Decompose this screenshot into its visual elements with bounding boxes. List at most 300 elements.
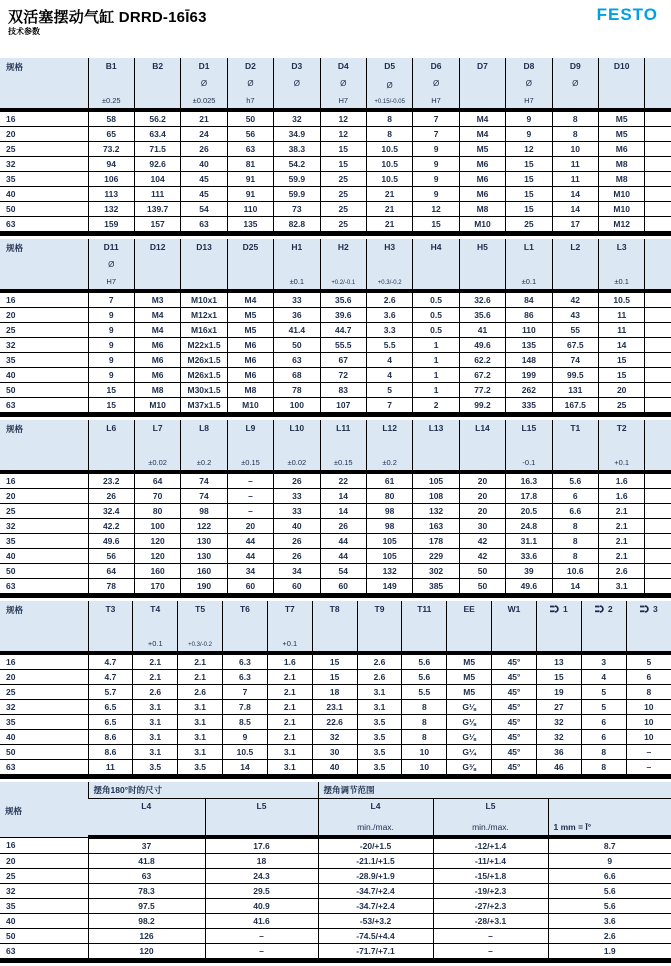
column-header-filler (645, 58, 671, 110)
cell: 59.9 (274, 172, 320, 187)
cell: 50 (459, 579, 505, 596)
dimensions-table-4-container (0, 601, 671, 779)
cell-filler (645, 368, 671, 383)
column-header-B2 (134, 58, 180, 110)
column-header-D13 (181, 239, 227, 291)
cell: 19 (536, 685, 581, 700)
cell: 34.9 (274, 127, 320, 142)
tolerance-label: ±0.25 (101, 96, 121, 105)
cell: 50 (459, 564, 505, 579)
cell: 82.8 (274, 217, 320, 234)
dimensions-table-3 (0, 420, 671, 598)
cell: 7 (413, 127, 459, 142)
row-size-label: 16 (6, 114, 16, 124)
row-size-label: 32 (0, 884, 88, 899)
cell: 10.5 (598, 291, 644, 308)
cell: 33 (274, 489, 320, 504)
row-size-label: 50 (0, 929, 88, 944)
column-name: D1 (198, 61, 210, 71)
diameter-symbol (296, 260, 298, 269)
column-header-T4 (133, 601, 178, 653)
cell: 3.1 (178, 700, 223, 715)
row-size-label: 32 (0, 157, 88, 172)
cell: 262 (506, 383, 552, 398)
cell: 20 (459, 489, 505, 504)
row-size-label: 25 (0, 323, 88, 338)
diameter-symbol (296, 441, 298, 450)
festo-logo: FESTO (596, 5, 658, 24)
cell: 30 (312, 745, 357, 760)
cell: 14 (223, 760, 268, 777)
cell: 6.5 (88, 715, 133, 730)
cell: 148 (506, 353, 552, 368)
row-size-label: 35 (0, 534, 88, 549)
cell: 6 (581, 715, 626, 730)
cell: 50 (227, 110, 273, 127)
row-size-label: 63 (0, 398, 88, 415)
column-name: 规格 (6, 243, 24, 253)
column-name: L1 (523, 242, 534, 252)
diameter-symbol (6, 80, 8, 89)
table-row (0, 854, 671, 869)
cell: 40.9 (205, 899, 318, 914)
cell: – (205, 929, 318, 944)
row-size-label: 63 (0, 760, 88, 777)
cell: M8 (227, 383, 273, 398)
table-row (0, 534, 671, 549)
cell: 135 (506, 338, 552, 353)
row-size-label: 32 (0, 700, 88, 715)
table-row (0, 884, 671, 899)
cell: 98 (181, 504, 227, 519)
cell: 43 (552, 308, 598, 323)
wrench-icon (640, 605, 651, 613)
cell-filler (645, 127, 671, 142)
table-row (0, 489, 671, 504)
cell: 139.7 (134, 202, 180, 217)
cell: 2.6 (357, 670, 402, 685)
cell: 3 (581, 653, 626, 670)
cell: 44 (320, 549, 366, 564)
cell: 41.8 (88, 854, 205, 869)
column-name: W1 (507, 604, 521, 614)
cell: 71.5 (134, 142, 180, 157)
cell: 2.1 (133, 653, 178, 670)
cell: 15 (506, 202, 552, 217)
cell: 27 (536, 700, 581, 715)
cell: 9 (88, 338, 134, 353)
column-name: L11 (336, 423, 351, 433)
cell: – (626, 760, 671, 777)
table-row (0, 730, 671, 745)
column-header-1 (536, 601, 581, 653)
tolerance-label (249, 277, 251, 286)
cell: 12 (506, 142, 552, 157)
cell: 0.5 (413, 323, 459, 338)
cell: 15 (506, 157, 552, 172)
cell: 34 (227, 564, 273, 579)
cell: 17.6 (205, 837, 318, 854)
cell: 9 (88, 323, 134, 338)
cell: 45° (492, 760, 537, 777)
cell: 2.6 (357, 653, 402, 670)
tolerance-label (6, 639, 8, 648)
cell: M22x1.5 (181, 338, 227, 353)
cell: 14 (552, 202, 598, 217)
column-name: H5 (477, 242, 488, 252)
tolerance-label (481, 277, 483, 286)
dimensions-table-4 (0, 601, 671, 779)
cell: 37 (88, 837, 205, 854)
cell: 170 (134, 579, 180, 596)
tolerance-label (203, 277, 205, 286)
diameter-symbol (513, 622, 515, 631)
cell: M10x1 (181, 291, 227, 308)
row-size-label: 16 (6, 295, 16, 305)
cell: M6 (134, 368, 180, 383)
cell: 44 (227, 549, 273, 564)
cell: 45° (492, 730, 537, 745)
cell: 5 (581, 685, 626, 700)
cell: 1 (413, 368, 459, 383)
column-header-L1 (506, 239, 552, 291)
cell: 3.1 (133, 745, 178, 760)
tolerance-label: ±0.15 (333, 458, 353, 467)
column-name: B2 (152, 61, 164, 71)
dimensions-table-3-container (0, 420, 671, 598)
table-row (0, 187, 671, 202)
cell-filler (645, 504, 671, 519)
cell: 5.6 (548, 899, 671, 914)
cell: 41 (459, 323, 505, 338)
cell: 45° (492, 700, 537, 715)
cell: 20 (598, 383, 644, 398)
tolerance-label: ±0.02 (148, 458, 167, 467)
diameter-symbol (289, 622, 291, 631)
cell: 2.1 (178, 670, 223, 685)
table-row (0, 157, 671, 172)
column-header-H3 (366, 239, 412, 291)
cell: M6 (227, 353, 273, 368)
cell: 84 (506, 291, 552, 308)
column-name: L3 (616, 242, 627, 252)
cell: 2.6 (598, 564, 644, 579)
cell: 73.2 (88, 142, 134, 157)
table-row (0, 217, 671, 234)
cell: 8.6 (88, 745, 133, 760)
cell: 9 (413, 187, 459, 202)
cell: 10 (626, 730, 671, 745)
cell-filler (645, 323, 671, 338)
cell: 3.1 (133, 700, 178, 715)
cell-filler (645, 579, 671, 596)
cell: M10 (134, 398, 180, 415)
row-size-label: 40 (0, 549, 88, 564)
column-name: EE (463, 604, 475, 614)
diameter-symbol (621, 79, 623, 88)
title-model-code: DRRD-16Ī63 (118, 9, 207, 26)
cell: 6 (552, 489, 598, 504)
diameter-symbol (157, 260, 159, 269)
diameter-symbol (110, 79, 112, 88)
row-size-label: 20 (0, 127, 88, 142)
cell: 4 (366, 368, 412, 383)
cell: 25 (598, 398, 644, 415)
cell: 108 (413, 489, 459, 504)
cell: 99.5 (552, 368, 598, 383)
table-row (0, 685, 671, 700)
cell: M30x1.5 (181, 383, 227, 398)
column-name: D2 (245, 61, 256, 71)
diameter-symbol (574, 441, 576, 450)
cell: M5 (447, 670, 492, 685)
cell: M6 (134, 353, 180, 368)
cell: 55 (552, 323, 598, 338)
tolerance-label (648, 639, 650, 648)
group-header-2: 摆角调节范围 (318, 782, 671, 799)
cell: M4 (459, 127, 505, 142)
cell: M5 (598, 127, 644, 142)
cell: 63 (88, 869, 205, 884)
cell-filler (645, 489, 671, 504)
cell: 91 (227, 172, 273, 187)
column-header-L2 (552, 239, 598, 291)
cell: 10.5 (366, 142, 412, 157)
cell: M16x1 (181, 323, 227, 338)
cell: 42 (552, 291, 598, 308)
column-header-T3 (88, 601, 133, 653)
diameter-symbol (157, 79, 159, 88)
cell: 32 (274, 110, 320, 127)
tolerance-label (558, 639, 560, 648)
cell: 6 (626, 670, 671, 685)
cell: 67 (320, 353, 366, 368)
tolerance-label (435, 277, 437, 286)
cell: 2.6 (178, 685, 223, 700)
tolerance-label (603, 639, 605, 648)
cell: 25 (320, 187, 366, 202)
diameter-symbol (249, 441, 251, 450)
tolerance-label (574, 458, 576, 467)
cell: 14 (320, 489, 366, 504)
swivel-angle-table (0, 782, 671, 963)
cell: 2.1 (598, 549, 644, 564)
cell: 10 (402, 760, 447, 777)
cell: 14 (552, 187, 598, 202)
cell: 15 (598, 353, 644, 368)
cell: 132 (88, 202, 134, 217)
column-name: 规格 (6, 424, 24, 434)
cell: 38.3 (274, 142, 320, 157)
cell: 110 (227, 202, 273, 217)
column-name: H1 (291, 242, 303, 252)
column-name: D8 (523, 61, 535, 71)
cell: 86 (506, 308, 552, 323)
cell: 10 (402, 745, 447, 760)
cell: 160 (181, 564, 227, 579)
cell: 42 (459, 549, 505, 564)
cell: – (227, 489, 273, 504)
table-row (0, 869, 671, 884)
cell: 78 (88, 579, 134, 596)
table-row (0, 564, 671, 579)
cell-filler (645, 338, 671, 353)
column-name: 规格 (6, 605, 24, 615)
column-header-D4 (320, 58, 366, 110)
diameter-symbol (157, 441, 159, 450)
cell: 178 (413, 534, 459, 549)
cell: 120 (134, 549, 180, 564)
cell-filler (645, 202, 671, 217)
column-header-T11 (402, 601, 447, 653)
sub-column-name: L4 (141, 801, 152, 811)
cell: 135 (227, 217, 273, 234)
column-header-L14 (459, 420, 505, 472)
table-row (0, 172, 671, 187)
cell: 33 (274, 291, 320, 308)
column-name: T3 (105, 604, 116, 614)
row-size-label: 40 (0, 914, 88, 929)
cell: 56 (88, 549, 134, 564)
column-header-D11 (88, 239, 134, 291)
table-row (0, 700, 671, 715)
cell: 56.2 (134, 110, 180, 127)
cell: 3.5 (178, 760, 223, 777)
table-row (0, 899, 671, 914)
row-size-label: 63 (0, 579, 88, 596)
table-row (0, 353, 671, 368)
cell: 3.5 (357, 760, 402, 777)
cell: 67.5 (552, 338, 598, 353)
cell: 8.6 (88, 730, 133, 745)
cell: 44 (227, 534, 273, 549)
tolerance-label (621, 96, 623, 105)
column-header-D2 (227, 58, 273, 110)
tolerance-label (109, 639, 111, 648)
diameter-symbol (528, 441, 530, 450)
cell: 3.1 (178, 730, 223, 745)
cell: M8 (598, 157, 644, 172)
cell: 9 (88, 368, 134, 383)
tolerance-label (6, 458, 8, 467)
cell: 1.6 (598, 472, 644, 489)
cell: 5.6 (402, 670, 447, 685)
cell: 5 (366, 383, 412, 398)
table-row (0, 745, 671, 760)
column-header-spec: 规格 (0, 782, 88, 837)
tolerance-label (157, 277, 159, 286)
cell: 3.1 (133, 715, 178, 730)
row-size-label: 50 (0, 383, 88, 398)
column-header-H4 (413, 239, 459, 291)
cell: 12 (413, 202, 459, 217)
cell: 41.6 (205, 914, 318, 929)
cell: 8 (366, 127, 412, 142)
group-header-1: 摆角180°时的尺寸 (88, 782, 318, 799)
diameter-symbol (481, 79, 483, 88)
cell: 8 (402, 700, 447, 715)
table-row (0, 142, 671, 157)
cell: 50 (274, 338, 320, 353)
cell: 120 (134, 534, 180, 549)
diameter-symbol (481, 441, 483, 450)
tolerance-label: ±0.1 (521, 277, 537, 286)
diameter-symbol (249, 260, 251, 269)
cell: M8 (134, 383, 180, 398)
cell: 5 (581, 700, 626, 715)
cell: 65 (88, 127, 134, 142)
cell: 2.6 (133, 685, 178, 700)
row-size-label: 16 (6, 476, 16, 486)
cell: 73 (274, 202, 320, 217)
row-size-label: 20 (0, 670, 88, 685)
cell: 8 (581, 745, 626, 760)
cell: 33 (274, 504, 320, 519)
cell: 11 (598, 308, 644, 323)
cell: 10.6 (552, 564, 598, 579)
sub-column-name: 1 mm = Ī° (553, 822, 592, 832)
cell: – (433, 944, 548, 961)
column-name: 3 (640, 604, 658, 614)
cell-filler (645, 353, 671, 368)
cell: 58 (88, 110, 134, 127)
table-row (0, 368, 671, 383)
cell: 61 (366, 472, 412, 489)
cell: 10.5 (223, 745, 268, 760)
tolerance-label (481, 96, 483, 105)
cell: 32 (536, 730, 581, 745)
cell: M10 (227, 398, 273, 415)
column-name: 1 (550, 604, 568, 614)
diameter-symbol (574, 260, 576, 269)
cell: 105 (413, 472, 459, 489)
cell: 80 (366, 489, 412, 504)
cell: M12 (598, 217, 644, 234)
min-max-label: min./max. (357, 822, 394, 832)
column-header-L9 (227, 420, 273, 472)
cell: 55.5 (320, 338, 366, 353)
cell: 113 (88, 187, 134, 202)
cell: 7 (366, 398, 412, 415)
cell: 7 (223, 685, 268, 700)
cell: 6.6 (552, 504, 598, 519)
diameter-symbol (342, 441, 344, 450)
tolerance-label (468, 639, 470, 648)
diameter-symbol (481, 260, 483, 269)
column-name: L8 (199, 423, 209, 433)
cell: 83 (320, 383, 366, 398)
cell: 14 (320, 504, 366, 519)
diameter-symbol (244, 622, 246, 631)
table-row (0, 670, 671, 685)
min-max-label (260, 822, 262, 832)
cell: 15 (320, 142, 366, 157)
cell: 46 (536, 760, 581, 777)
diameter-symbol: Ø (108, 260, 115, 269)
diameter-symbol (199, 624, 201, 633)
cell: 78.3 (88, 884, 205, 899)
cell: 3.1 (267, 760, 312, 777)
cell-filler (645, 217, 671, 234)
table-row (0, 338, 671, 353)
cell: 6.3 (223, 653, 268, 670)
column-name: T8 (329, 604, 340, 614)
cell: -71.7/+7.1 (318, 944, 433, 961)
column-header-spec (0, 239, 88, 291)
diameter-symbol: Ø (572, 79, 579, 88)
column-name: T6 (239, 604, 250, 614)
cell: 1 (413, 338, 459, 353)
